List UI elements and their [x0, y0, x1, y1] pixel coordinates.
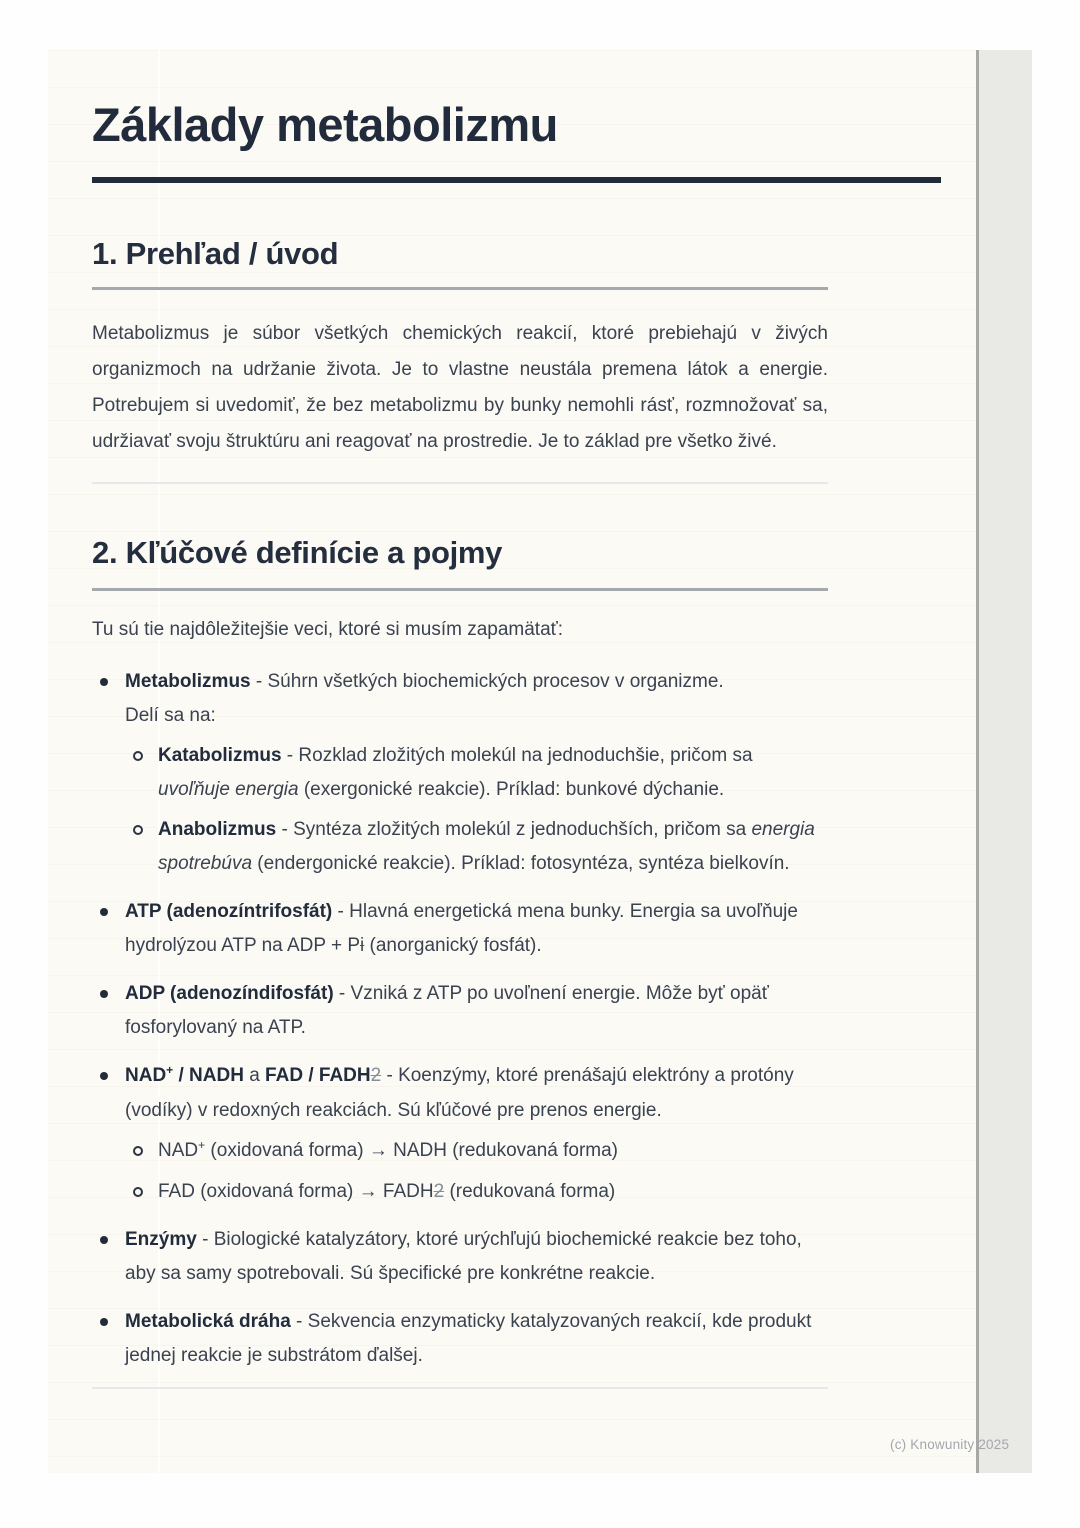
list-item-text: NAD	[125, 1065, 167, 1086]
dot-bullet-icon	[100, 1318, 108, 1326]
list-item-text: Anabolizmus	[158, 819, 277, 840]
dot-bullet-icon	[100, 990, 108, 998]
list-item-text: FAD / FADH	[265, 1065, 371, 1086]
list-item-text: (endergonické reakcie). Príklad: fotosyntéza, syntéza bielkovín.	[252, 853, 790, 874]
list-item	[92, 665, 828, 733]
list-item-text: Enzýmy	[125, 1229, 197, 1250]
list-item-text: NAD	[158, 1140, 199, 1161]
page-title: Základy metabolizmu	[92, 98, 558, 151]
list-item-text: Metabolizmus	[125, 671, 251, 692]
list-item-text: - Rozklad zložitých molekúl na jednoduchšie, pričom sa	[281, 745, 753, 766]
list-item-text: (exergonické reakcie). Príklad: bunkové dýchanie.	[298, 779, 725, 800]
list-item-text: - Koenzýmy, ktoré prenášajú elektróny a protóny (vodíky) v redoxných reakciách. Sú kľúčové pre prenos energie.	[125, 1065, 794, 1121]
bottom-divider	[92, 1387, 828, 1389]
list-item-text: i	[360, 935, 365, 956]
circle-bullet-icon	[133, 1146, 143, 1156]
list-item-text: - Súhrn všetkých biochemických procesov v organizme.	[250, 671, 724, 692]
list-item	[92, 1059, 828, 1128]
list-item	[125, 1175, 828, 1209]
list-item-text: +	[198, 1138, 206, 1152]
list-item	[92, 977, 828, 1045]
list-item-text: Delí sa na:	[125, 705, 216, 726]
note-page	[48, 50, 976, 1473]
section-2-intro: Tu sú tie najdôležitejšie veci, ktoré si musím zapamätať:	[92, 619, 564, 640]
list-item-text: a	[243, 1065, 266, 1086]
section-1-underline	[92, 287, 828, 290]
list-item-text: FAD (oxidovaná forma) → FADH	[158, 1181, 434, 1202]
list-item-text: 2	[433, 1181, 445, 1202]
page-content	[92, 50, 828, 1389]
list-item-text: uvoľňuje energia	[158, 779, 299, 800]
list-item-text: ADP (adenozíndifosfát)	[125, 983, 334, 1004]
list-item-text: Metabolická dráha	[125, 1311, 291, 1332]
list-item-text: (oxidovaná forma) → NADH (redukovaná forma)	[205, 1140, 619, 1161]
dot-bullet-icon	[100, 678, 108, 686]
list-item-text: (redukovaná forma)	[444, 1181, 616, 1202]
list-item-text: - Vzniká z ATP po uvoľnení energie. Môže byť opäť fosforylovaný na ATP.	[125, 983, 769, 1038]
circle-bullet-icon	[133, 751, 143, 761]
circle-bullet-icon	[133, 1187, 143, 1197]
list-item-text: energia spotrebúva	[158, 819, 815, 874]
circle-bullet-icon	[133, 825, 143, 835]
scrollbar-track[interactable]	[979, 50, 1032, 1473]
list-item-text: (anorganický fosfát).	[364, 935, 542, 956]
list-item-text: Katabolizmus	[158, 745, 282, 766]
dot-bullet-icon	[100, 908, 108, 916]
list-item-text: - Biologické katalyzátory, ktoré urýchľujú biochemické reakcie bez toho, aby sa samy spotrebovali. Sú špecifické pre konkrétne reakcie.	[125, 1229, 802, 1284]
list-item-text: +	[166, 1063, 174, 1077]
list-item	[125, 1134, 828, 1169]
section-heading-2: 2. Kľúčové definície a pojmy	[92, 535, 503, 570]
section-2-underline	[92, 588, 828, 591]
list-item-text: ATP (adenozíntrifosfát)	[125, 901, 333, 922]
list-item	[125, 739, 828, 807]
section-divider	[92, 482, 828, 484]
list-item	[92, 895, 828, 963]
list-item-text: - Syntéza zložitých molekúl z jednoduchších, pričom sa	[276, 819, 752, 840]
list-item	[92, 1223, 828, 1291]
list-item-text: 2	[370, 1065, 382, 1086]
section-heading-1: 1. Prehľad / úvod	[92, 236, 339, 271]
dot-bullet-icon	[100, 1236, 108, 1244]
list-item-text: - Sekvencia enzymaticky katalyzovaných reakcií, kde produkt jednej reakcie je substrátom ďalšej.	[125, 1311, 812, 1366]
title-rule	[92, 177, 941, 183]
list-item-text: - Hlavná energetická mena bunky. Energia sa uvoľňuje hydrolýzou ATP na ADP + P	[125, 901, 798, 956]
list-item-text: / NADH	[173, 1065, 244, 1086]
copyright-footer: (c) Knowunity 2025	[890, 1437, 1010, 1452]
definitions-list	[92, 665, 828, 1373]
list-item	[125, 813, 828, 881]
section-1-paragraph: Metabolizmus je súbor všetkých chemických reakcií, ktoré prebiehajú v živých organizmoch na udržanie života. Je to vlastne neustála premena látok a energie. Potrebujem si uvedomiť, že bez metabolizmu by bunky nemohli rásť, rozmnožovať sa, udržiavať svoju štruktúru ani reagovať na prostredie. Je to základ pre všetko živé.	[92, 323, 828, 452]
list-item	[92, 1305, 828, 1373]
dot-bullet-icon	[100, 1072, 108, 1080]
